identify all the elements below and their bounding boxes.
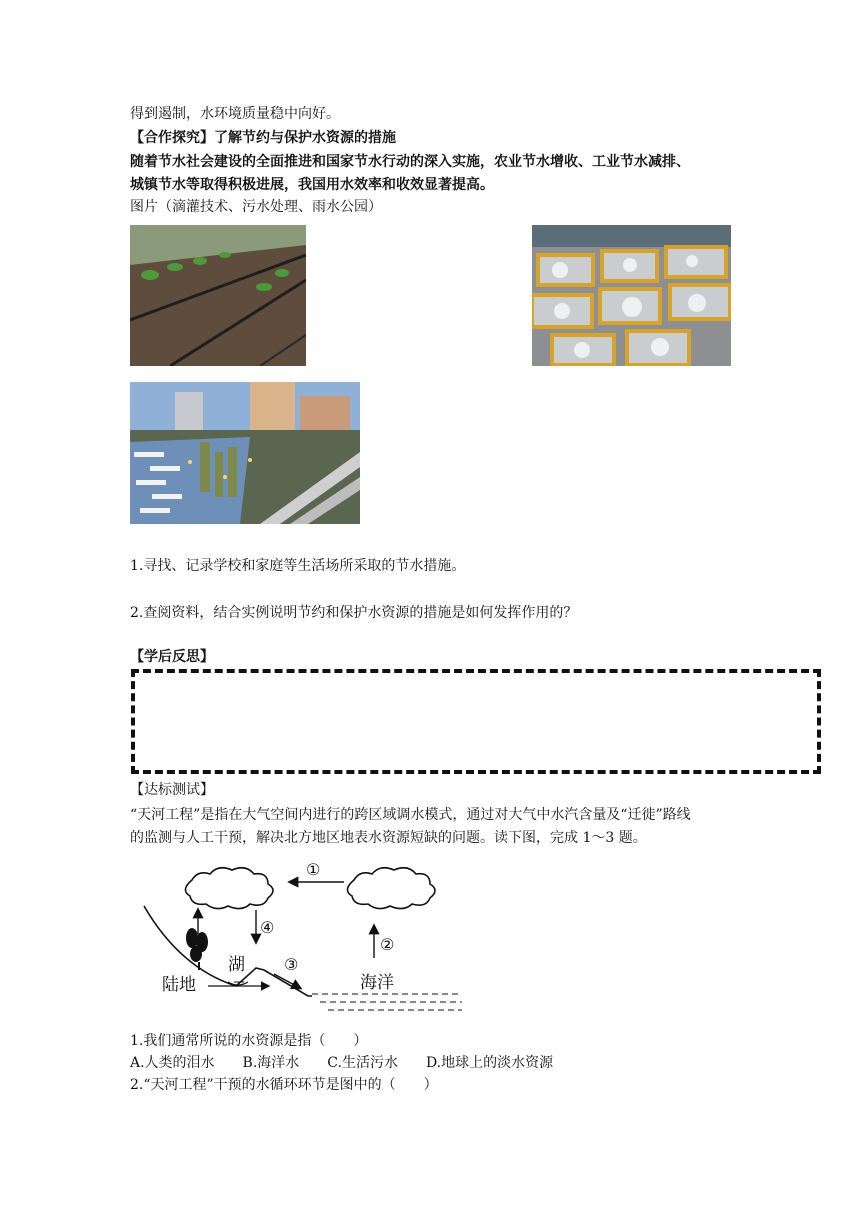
drip-irrigation-photo	[130, 225, 306, 366]
text-line-1: 得到遏制，水环境质量稳中向好。	[130, 106, 340, 122]
label-land: 陆地	[162, 975, 196, 995]
marker-1: ①	[306, 860, 321, 879]
water-cycle-diagram	[140, 858, 470, 1018]
bold-paragraph-line-1: 随着节水社会建设的全面推进和国家节水行动的深入实施，农业节水增收、工业节水减排、	[130, 154, 690, 170]
reflection-answer-box[interactable]	[131, 669, 821, 774]
sewage-treatment-photo	[532, 225, 731, 366]
ocean-surface	[312, 994, 462, 1010]
label-ocean: 海洋	[360, 973, 394, 993]
marker-4: ④	[260, 918, 275, 937]
test-heading: 【达标测试】	[130, 782, 214, 798]
section-heading-cooperative: 【合作探究】了解节约与保护水资源的措施	[130, 130, 396, 146]
question-1: 1.我们通常所说的水资源是指（ ）	[130, 1033, 368, 1049]
bold-paragraph-line-2: 城镇节水等取得积极进展，我国用水效率和收效显著提高。	[130, 177, 494, 193]
rain-garden-photo	[130, 382, 360, 524]
question-1-options: A.人类的泪水 B.海洋水 C.生活污水 D.地球上的淡水资源	[130, 1055, 554, 1071]
test-paragraph-line-2: 的监测与人工干预，解决北方地区地表水资源短缺的问题。读下图，完成 1～3 题。	[130, 830, 647, 846]
label-lake: 湖	[228, 955, 245, 975]
question-2: 2.“天河工程”干预的水循环环节是图中的（ ）	[130, 1077, 438, 1093]
pictures-caption: 图片（滴灌技术、污水处理、雨水公园）	[130, 199, 382, 215]
cloud-right-icon	[347, 868, 435, 909]
reflection-heading: 【学后反思】	[130, 649, 214, 665]
tree-icon	[186, 928, 208, 970]
task-2: 2.查阅资料，结合实例说明节约和保护水资源的措施是如何发挥作用的？	[130, 605, 578, 621]
test-paragraph-line-1: “天河工程”是指在大气空间内进行的跨区域调水模式，通过对大气中水汽含量及“迁徙”路线	[130, 807, 691, 823]
marker-3: ③	[284, 955, 299, 974]
marker-2: ②	[380, 935, 395, 954]
task-1: 1.寻找、记录学校和家庭等生活场所采取的节水措施。	[130, 558, 466, 574]
cloud-left-icon	[185, 868, 273, 909]
arrow-3	[274, 974, 300, 988]
